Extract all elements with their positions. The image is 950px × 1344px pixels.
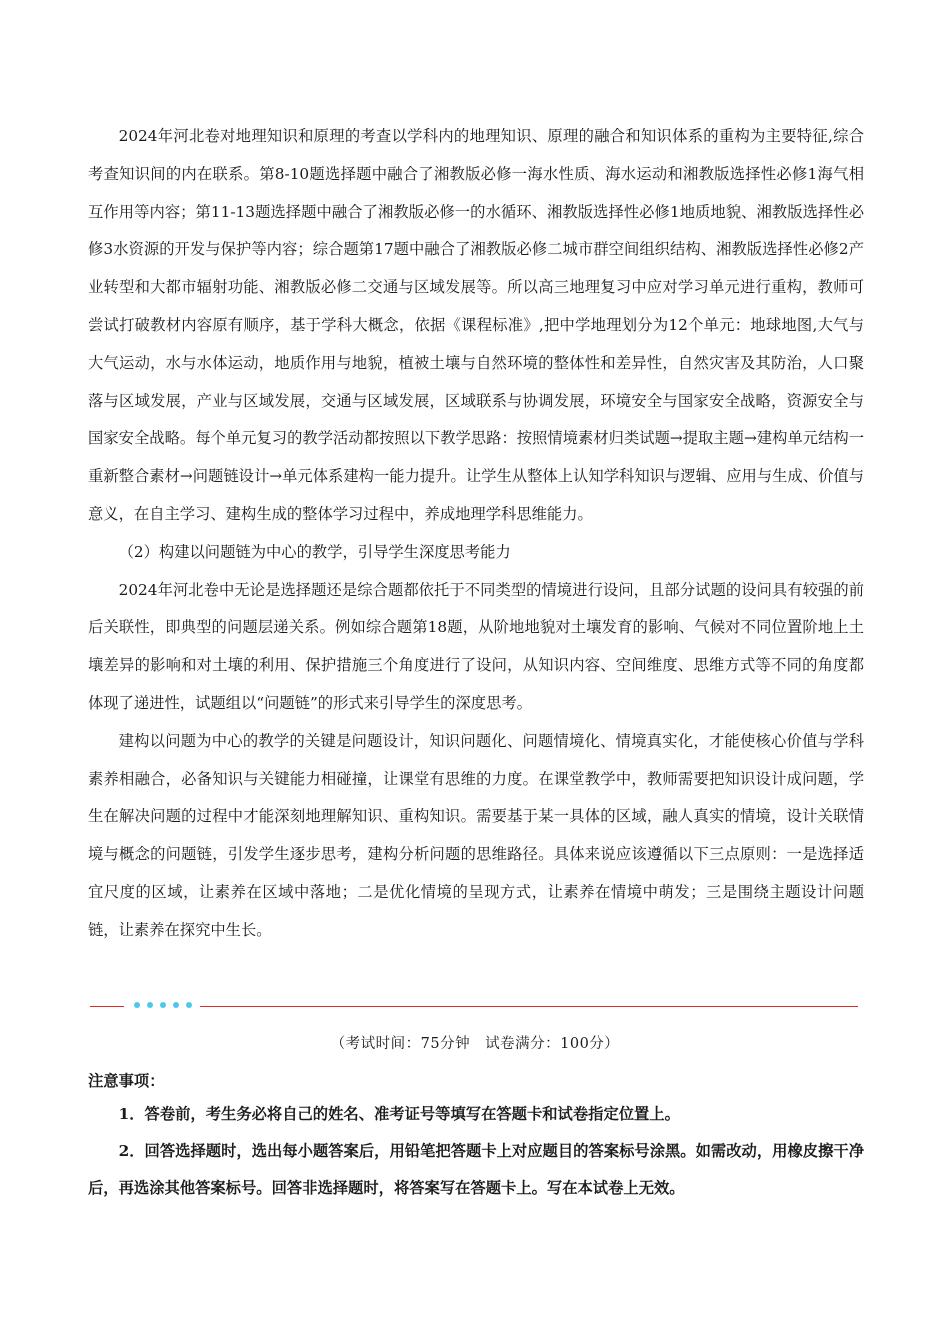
paragraph-unit-restructuring: 2024年河北卷对地理知识和原理的考查以学科内的地理知识、原理的融合和知识体系的重构为主要特征,综合考查知识间的内在联系。第8-10题选择题中融合了湘教版必修一海水性质、海水运动和湘教版选择性必修1海气相互作用等内容；第11-13题选择题中融合了湘教版必修一的水循环、湘教版选择性必修1地质地貌、湘教版选择性必修3水资源的开发与保护等内容；综合题第17题中融合了湘教版必修二城市群空间组织结构、湘教版选择性必修2产业转型和大都市辐射功能、湘教版必修二交通与区域发展等。所以高三地理复习中应对学习单元进行重构，教师可尝试打破教材内容原有顺序，基于学科大概念，依据《课程标准》,把中学地理划分为12个单元：地球地图,大气与大气运动，水与水体运动，地质作用与地貌，植被土壤与自然环境的整体性和差异性，自然灾害及其防治，人口聚落与区域发展，产业与区域发展，交通与区域发展，区域联系与协调发展，环境安全与国家安全战略，资源安全与国家安全战略。每个单元复习的教学活动都按照以下教学思路：按照情境素材归类试题→提取主题→建构单元结构一重新整合素材→问题链设计→单元体系建构一能力提升。让学生从整体上认知学科知识与逻辑、应用与生成、价值与意义，在自主学习、建构生成的整体学习过程中，养成地理学科思维能力。 — [88, 127, 864, 523]
section-divider — [90, 1000, 858, 1014]
divider-line-right — [200, 1006, 858, 1007]
paragraph-question-chain: 2024年河北卷中无论是选择题还是综合题都依托于不同类型的情境进行设问，且部分试题的设问具有较强的前后关联性，即典型的问题层递关系。例如综合题第18题，从阶地地貌对土壤发育的影响、气候对不同位置阶地上土壤差异的影响和对土壤的利用、保护措施三个角度进行了设问，从知识内容、空间维度、思维方式等不同的角度都体现了递进性，试题组以“问题链”的形式来引导学生的深度思考。 — [88, 580, 864, 712]
divider-dot — [160, 1002, 166, 1008]
paragraph-problem-centered-teaching: 建构以问题为中心的教学的关键是问题设计，知识问题化、问题情境化、情境真实化，才能使核心价值与学科素养相融合，必备知识与关键能力相碰撞，让课堂有思维的力度。在课堂教学中，教师需要把知识设计成问题，学生在解决问题的过程中才能深刻地理解知识、重构知识。需要基于某一具体的区域，融人真实的情境，设计关联情境与概念的问题链，引发学生逐步思考，建构分析问题的思维路径。具体来说应该遵循以下三点原则：一是选择适宜尺度的区域，让素养在区域中落地；二是优化情境的呈现方式，让素养在情境中萌发；三是围绕主题设计问题链，让素养在探究中生长。 — [88, 731, 864, 939]
notice-title: 注意事项： — [88, 1072, 165, 1090]
section-heading-question-chain: （2）构建以问题链为中心的教学，引导学生深度思考能力 — [118, 542, 511, 561]
divider-line-left — [90, 1006, 124, 1007]
article-body — [88, 118, 864, 950]
notice-item: 2．回答选择题时，选出每小题答案后，用铅笔把答题卡上对应题目的答案标号涂黑。如需改动，用橡皮擦干净后，再选涂其他答案标号。回答非选择题时，将答案写在答题卡上。写在本试卷上无效。 — [88, 1142, 864, 1197]
divider-dot — [147, 1002, 153, 1008]
notice-list — [88, 1096, 864, 1207]
divider-dot — [186, 1002, 192, 1008]
divider-dots — [134, 1002, 194, 1012]
notice-item: 1．答卷前，考生务必将自己的姓名、准考证号等填写在答题卡和试卷指定位置上。 — [118, 1105, 680, 1123]
divider-dot — [134, 1002, 140, 1008]
exam-info: （考试时间：75分钟 试卷满分：100分） — [330, 1036, 620, 1052]
divider-dot — [173, 1002, 179, 1008]
